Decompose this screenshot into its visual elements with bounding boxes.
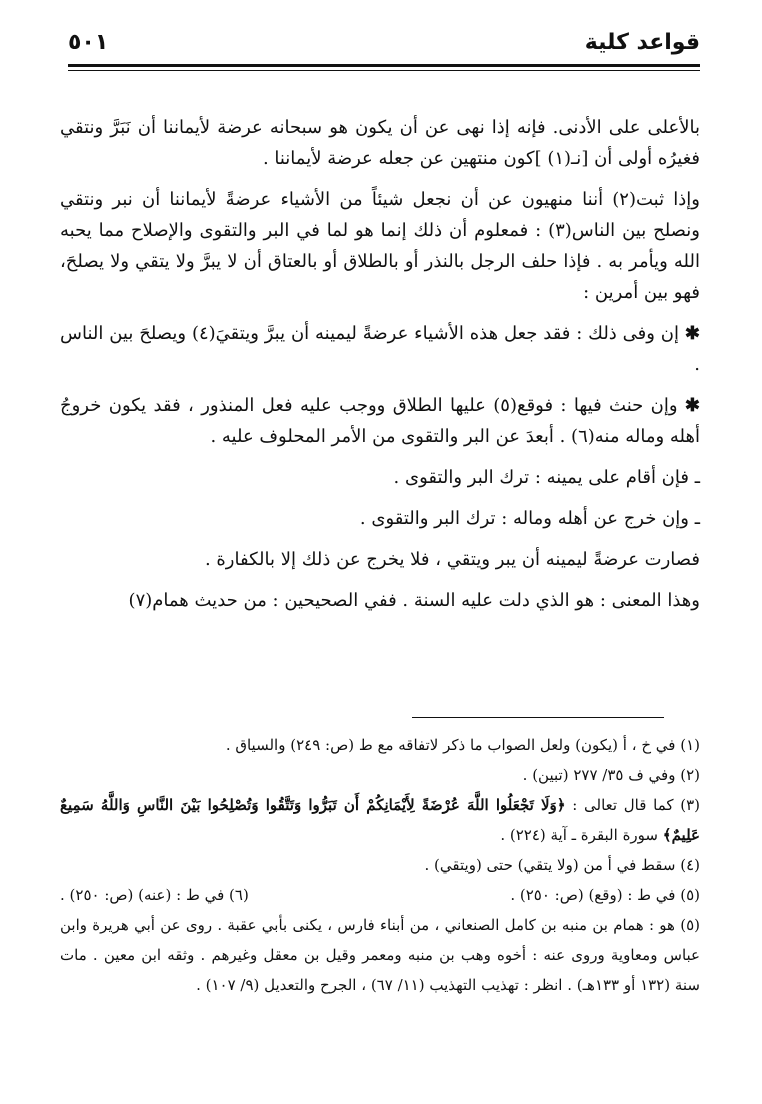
footnote: (٥) في ط : (وقع) (ص: ٢٥٠) . — [510, 886, 700, 904]
bullet-icon: ✱ — [684, 323, 700, 344]
footnote: (٥) هو : همام بن منبه بن كامل الصنعاني ، من أبناء فارس ، يكنى بأبي عقبة . روى عن أبي هريرة وابن عباس ومعاوية وروى عنه : أخوه وهب بن منبه ومعمر وقيل بن معقل وغيرهم . وثقه ابن معين . مات سنة (١٣٢ أو ١٣٣هـ) . انظر : تهذيب التهذيب (١١/ ٦٧) ، الجرح والتعديل (٩/ ١٠٧) . — [60, 916, 700, 994]
footnote: (٤) سقط في أ من (ولا يتقي) حتى (ويتقي) . — [424, 856, 700, 874]
footnote-text: سورة البقرة ـ آية (٢٢٤) . — [500, 826, 658, 844]
paragraph — [60, 390, 700, 452]
paragraph: فصارت عرضةً ليمينه أن يبر ويتقي ، فلا يخرج عن ذلك إلا بالكفارة . — [204, 549, 700, 570]
paragraph: بالأعلى على الأدنى. فإنه إذا نهى عن أن يكون هو سبحانه عرضة لأيماننا أن نَبَرَّ ونتقي فغيرُه أولى أن [نـ(١) ]كون منتهين عن جعله عرضة لأيماننا . — [60, 117, 700, 169]
paragraph — [60, 318, 700, 380]
paragraph: وهذا المعنى : هو الذي دلت عليه السنة . ففي الصحيحين : من حديث همام(٧) — [128, 590, 700, 611]
paragraph: ـ فإن أقام على يمينه : ترك البر والتقوى . — [393, 467, 700, 488]
paragraph-text: إن وفى ذلك : فقد جعل هذه الأشياء عرضةً ليمينه أن يبرَّ ويتقيَ(٤) ويصلحَ بين الناس . — [60, 323, 700, 375]
page-number: ٥٠١ — [68, 30, 109, 55]
paragraph: وإذا ثبت(٢) أننا منهيون عن أن نجعل شيئاً من الأشياء عرضةً لأيماننا أن نبر ونتقي ونصلح بين الناس(٣) : فمعلوم أن ذلك إنما هو لما في البر والتقوى والإصلاح مما يحبه الله ويأمر به . فإذا حلف الرجل بالنذر أو بالطلاق أو بالعتاق أن لا يبرَّ ولا يتقي ولا يصلحَ، فهو بين أمرين : — [60, 189, 700, 303]
running-title: قواعد كلية — [584, 30, 700, 55]
bullet-icon: ✱ — [684, 395, 700, 416]
page-header — [68, 30, 700, 64]
footnote-row — [60, 880, 700, 910]
header-rule-thin — [68, 70, 700, 71]
main-text — [60, 112, 700, 626]
header-rule-thick — [68, 64, 700, 67]
footnote-separator — [412, 717, 664, 718]
footnote: (١) في خ ، أ (يكون) ولعل الصواب ما ذكر لاتفاقه مع ط (ص: ٢٤٩) والسياق . — [225, 736, 700, 754]
footnote — [60, 790, 700, 850]
paragraph: ـ وإن خرج عن أهله وماله : ترك البر والتقوى . — [359, 508, 700, 529]
footnote-text: (٣) كما قال تعالى : — [572, 796, 700, 814]
footnotes — [60, 730, 700, 1000]
footnote: (٦) في ط : (عنه) (ص: ٢٥٠) . — [60, 886, 249, 904]
paragraph-text: وإن حنث فيها : فوقع(٥) عليها الطلاق ووجب عليه فعل المنذور ، فقد يكون خروجُ أهله وماله منه(٦) . أبعدَ عن البر والتقوى من الأمر المحلوف عليه . — [60, 395, 700, 447]
footnote: (٢) وفي ف ٣٥/ ٢٧٧ (تبين) . — [522, 766, 700, 784]
quran-verse: ﴿وَلَا تَجْعَلُوا اللَّهَ عُرْضَةً لِأَيْمَانِكُمْ أَن تَبَرُّوا وَتَتَّقُوا وَتُصْلِحُوا بَيْنَ النَّاسِ وَاللَّهُ سَمِيعٌ عَلِيمٌ﴾ — [60, 796, 700, 844]
